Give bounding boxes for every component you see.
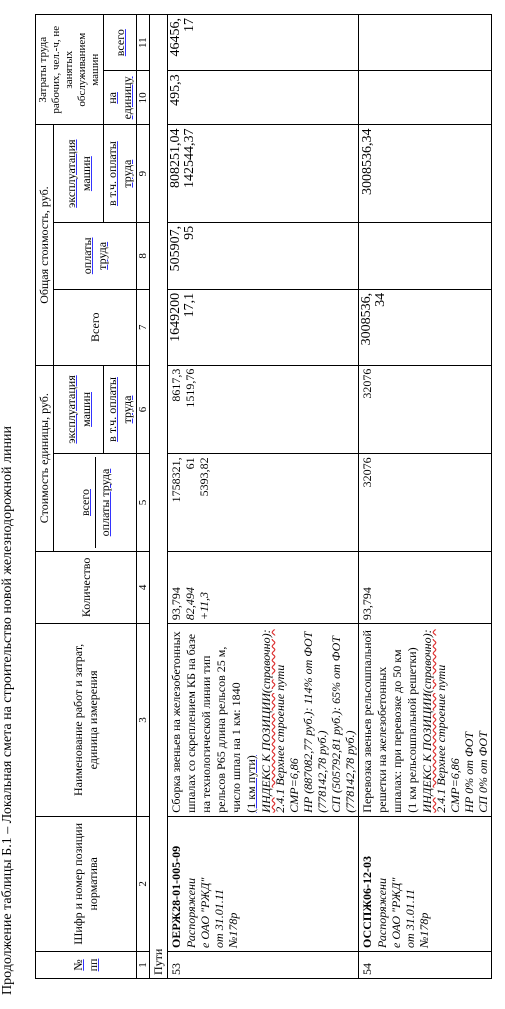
row-number: 54 xyxy=(359,951,492,978)
header-no: № пп xyxy=(36,951,137,978)
header-total-machine-wage: в т.ч. оплаты труда xyxy=(104,125,137,222)
row-number: 53 xyxy=(168,951,359,978)
row-total-machines: 3008536,34 xyxy=(359,125,492,222)
row-description: Сборка звеньев на железобетонных шпалах со скреплением КБ на базе на технологической линии тип рельсов Р65 длина рельсов 25 м, число шпал на 1 км: 1840 (1 км пути) ИНДЕКС К ПОЗИЦИИ(справочно): 2.4.1 Верхнее строение пути СМР=6,86 НР (887082,77 руб.): 114% от ФОТ (778142,78 руб.) СП (505792,81 руб.): 65% от ФОТ (778142,78 руб.) xyxy=(168,624,359,817)
header-unit-machine-wage: в т.ч. оплаты труда xyxy=(104,365,137,454)
header-total-all: Всего xyxy=(54,289,137,365)
section-title: Пути xyxy=(150,15,168,979)
header-total-machines: эксплуатация машин xyxy=(54,125,104,222)
row-description: Перевозка звеньев рельсошпальной решетки на железобетонных шпалах: при перевозке до 50 км (1 км рельсошпальной решетки) ИНДЕКС К ПОЗИЦИИ(справочно): 2.4.1 Верхнее строение пути СМР=6,86 НР 0% от ФОТ СП 0% от ФОТ xyxy=(359,624,492,817)
table-row xyxy=(168,15,359,979)
header-labor: Затраты труда рабочих, чел.-ч, не занятых обслуживанием машин xyxy=(36,15,104,125)
header-name: Наименование работ и затрат, единица измерения xyxy=(36,624,137,817)
row-labor-total: 46456, 17 xyxy=(168,15,359,71)
row-unit-total: 32076 xyxy=(359,454,492,551)
header-labor-total: всего xyxy=(104,15,137,71)
table-caption: Продолжение таблицы Б.1 – Локальная смета на строительство новой железнодорожной линии xyxy=(0,426,15,995)
row-total-wage: 505907, 95 xyxy=(168,222,359,289)
row-code: ОЕРЖ28-01-005-09 Распоряжени е ОАО "РЖД" от 31.01.11 №178р xyxy=(168,816,359,951)
header-qty: Количество xyxy=(36,551,137,623)
row-labor-unit xyxy=(359,71,492,125)
estimate-table xyxy=(35,14,492,979)
header-total-wage: оплаты труда xyxy=(54,222,137,289)
column-numbers: 1 2 3 4 5 6 7 8 9 10 11 xyxy=(137,15,150,979)
header-code: Шифр и номер позиции норматива xyxy=(36,816,137,951)
row-quantity: 93,794 82,494 +11,3 xyxy=(168,551,359,623)
row-total-wage xyxy=(359,222,492,289)
header-labor-unit: на единицу xyxy=(104,71,137,125)
row-labor-unit: 495,3 xyxy=(168,71,359,125)
row-total-machines: 808251,04 142544,37 xyxy=(168,125,359,222)
row-code: ОССПЖ06-12-03 Распоряжени е ОАО "РЖД" от 31.01.11 №178р xyxy=(359,816,492,951)
row-total-all: 3008536, 34 xyxy=(359,289,492,365)
header-total-cost: Общая стоимость, руб. xyxy=(36,125,54,365)
row-total-all: 1649200 17,1 xyxy=(168,289,359,365)
row-quantity: 93,794 xyxy=(359,551,492,623)
row-unit-machines: 8617,3 1519,76 xyxy=(168,365,359,454)
row-unit-machines: 32076 xyxy=(359,365,492,454)
header-unit-total: всего оплаты труда xyxy=(54,454,137,551)
row-unit-total: 1758321, 61 5393,82 xyxy=(168,454,359,551)
row-labor-total xyxy=(359,15,492,71)
header-unit-cost: Стоимость единицы, руб. xyxy=(36,365,54,551)
table-row xyxy=(359,15,492,979)
header-unit-machines: эксплуатация машин xyxy=(54,365,104,454)
